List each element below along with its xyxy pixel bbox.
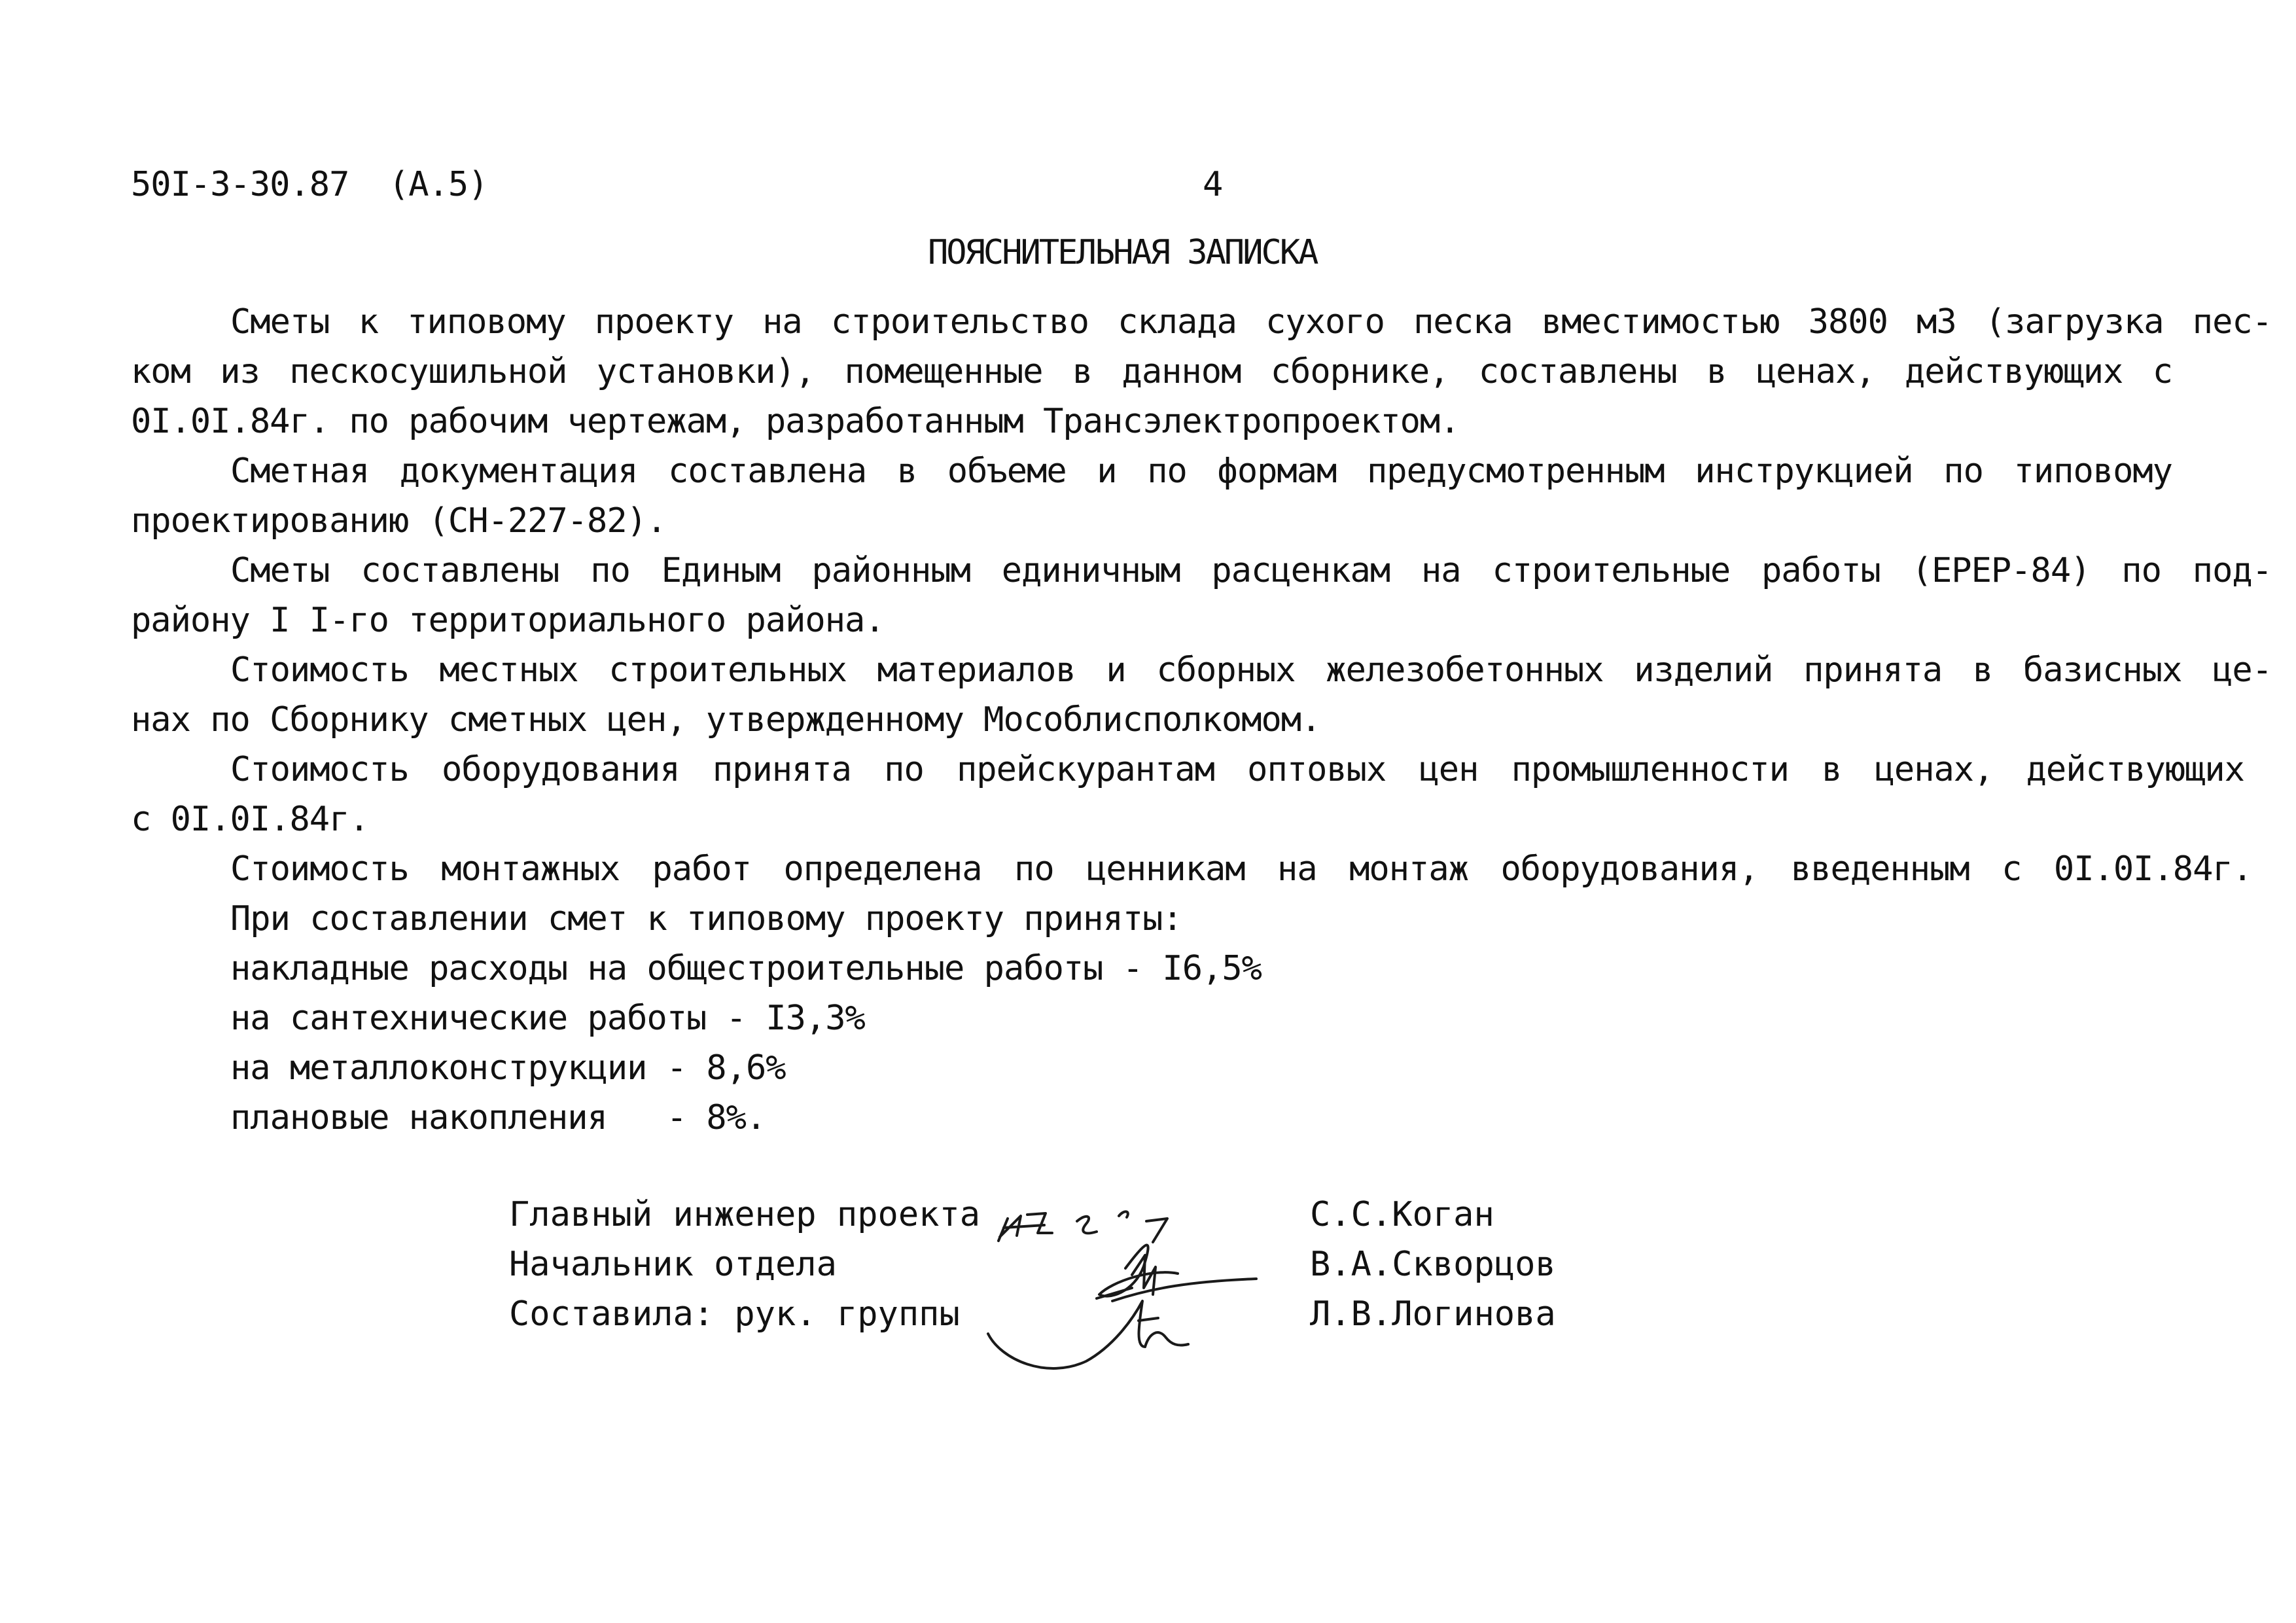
paragraph-1-line-3: 0I.0I.84г. по рабочим чертежам, разработанным Трансэлектропроектом.: [131, 402, 1460, 441]
signature-role-chief-engineer: Главный инженер проекта: [509, 1195, 981, 1234]
paragraph-5-line-1: Стоимость оборудования принята по прейскурантам оптовых цен промышленности в ценах, действующих: [230, 750, 2244, 789]
paragraph-2-line-1: Сметная документация составлена в объеме и по формам предусмотренным инструкцией по типовому: [230, 452, 2172, 491]
paragraph-1-line-2: ком из пескосушильной установки), помещенные в данном сборнике, составлены в ценах, действующих с: [131, 352, 2172, 391]
rate-metal-structures: на металлоконструкции - 8,6%: [230, 1048, 786, 1088]
signature-name-department-head: В.А.Скворцов: [1310, 1245, 1556, 1284]
document-code: 50I-3-30.87 (A.5): [131, 165, 488, 204]
paragraph-4-line-2: нах по Сборнику сметных цен, утвержденному Мособлисполкомом.: [131, 700, 1321, 740]
paragraph-7-line-1: При составлении смет к типовому проекту приняты:: [230, 899, 1182, 938]
paragraph-3-line-1: Сметы составлены по Единым районным единичным расценкам на строительные работы (ЕРЕР-84) по под-: [230, 551, 2272, 590]
paragraph-4-line-1: Стоимость местных строительных материалов и сборных железобетонных изделий принята в базисных це-: [230, 651, 2272, 690]
rate-overhead: накладные расходы на общестроительные работы - I6,5%: [230, 949, 1262, 988]
paragraph-2-line-2: проектированию (СН-227-82).: [131, 501, 667, 541]
page-number: 4: [1203, 165, 1223, 204]
paragraph-5-line-2: с 0I.0I.84г.: [131, 800, 369, 839]
signature-role-group-lead: Составила: рук. группы: [509, 1294, 960, 1334]
rate-planned-savings: плановые накопления - 8%.: [230, 1098, 766, 1137]
signature-name-group-lead: Л.В.Логинова: [1310, 1294, 1556, 1334]
paragraph-6-line-1: Стоимость монтажных работ определена по ценникам на монтаж оборудования, введенным с 0I.0I.84г.: [230, 849, 2252, 889]
signature-name-chief-engineer: С.С.Коган: [1310, 1195, 1494, 1234]
page-title: ПОЯСНИТЕЛЬНАЯ ЗАПИСКА: [928, 233, 1317, 272]
handwritten-signature-image: [981, 1190, 1296, 1386]
signature-role-department-head: Начальник отдела: [509, 1245, 837, 1284]
paragraph-3-line-2: району I I-го территориального района.: [131, 601, 885, 640]
rate-plumbing: на сантехнические работы - I3,3%: [230, 999, 865, 1038]
paragraph-1-line-1: Сметы к типовому проекту на строительство склада сухого песка вместимостью 3800 м3 (загрузка пес-: [230, 302, 2272, 342]
